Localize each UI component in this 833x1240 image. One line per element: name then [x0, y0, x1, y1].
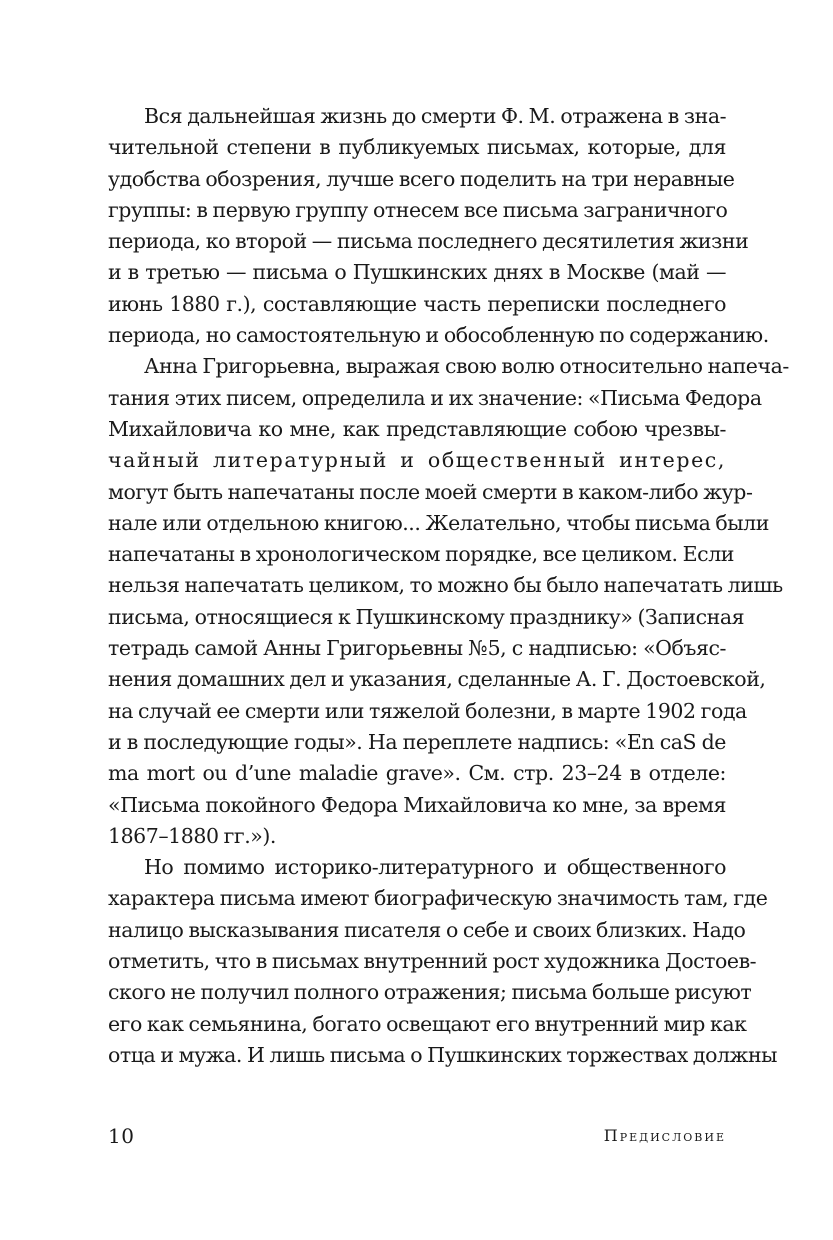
- text-line-01: Вся дальнейшая жизнь до смерти Ф. М. отражена в зна-: [144, 104, 727, 128]
- text-line-18: тетрадь самой Анны Григорьевны №5, с надписью: «Объяс-: [108, 636, 726, 661]
- text-line-04: группы: в первую группу отнесем все письма заграничного: [108, 197, 728, 222]
- text-line-09: Анна Григорьевна, выражая свою волю относительно напеча-: [144, 354, 789, 379]
- text-line-30: его как семьянина, богато освещают его внутренний мир как: [108, 1011, 747, 1036]
- text-line-25: Но помимо историко-литературного и общественного: [144, 855, 726, 880]
- text-line-11: Михайловича ко мне, как представляющие собою чрезвы-: [108, 416, 726, 441]
- text-line-27: налицо высказывания писателя о себе и своих близких. Надо: [108, 917, 746, 942]
- text-line-22: ma mort ou d’une maladie grave». См. стр. 23–24 в отделе:: [108, 761, 726, 786]
- text-line-15: напечатаны в хронологическом порядке, все целиком. Если: [108, 542, 735, 567]
- text-line-12: чайный литературный и общественный интерес,: [108, 448, 726, 473]
- text-line-24: 1867–1880 гг.»).: [108, 823, 276, 848]
- text-line-21: и в последующие годы». На переплете надпись: «En caS de: [108, 729, 726, 754]
- text-line-23: «Письма покойного Федора Михайловича ко мне, за время: [108, 792, 726, 817]
- text-line-14: нале или отдельною книгою... Желательно, чтобы письма были: [108, 510, 769, 535]
- text-line-28: отметить, что в письмах внутренний рост художника Достоев-: [108, 949, 757, 974]
- text-line-08: периода, но самостоятельную и обособленную по содержанию.: [108, 323, 769, 348]
- text-line-02: чительной степени в публикуемых письмах, которые, для: [108, 135, 726, 160]
- text-line-03: удобства обозрения, лучше всего поделить на три неравные: [108, 166, 735, 191]
- running-head: Предисловие: [603, 1126, 726, 1145]
- text-line-31: отца и мужа. И лишь письма о Пушкинских торжествах должны: [108, 1042, 778, 1067]
- text-line-26: характера письма имеют биографическую значимость там, где: [108, 886, 768, 911]
- text-line-16: нельзя напечатать целиком, то можно бы было напечатать лишь: [108, 573, 783, 598]
- text-line-13: могут быть напечатаны после моей смерти в каком-либо жур-: [108, 479, 753, 504]
- text-line-20: на случай ее смерти или тяжелой болезни, в марте 1902 года: [108, 698, 747, 723]
- text-line-06: и в третью — письма о Пушкинских днях в Москве (май —: [108, 260, 726, 285]
- text-line-07: июнь 1880 г.), составляющие часть переписки последнего: [108, 291, 726, 316]
- text-line-19: нения домашних дел и указания, сделанные А. Г. Достоевской,: [108, 667, 766, 692]
- page-footer: [108, 1124, 726, 1154]
- page-number: 10: [108, 1124, 135, 1148]
- text-line-05: периода, ко второй — письма последнего десятилетия жизни: [108, 229, 749, 254]
- text-line-10: тания этих писем, определила и их значение: «Письма Федора: [108, 385, 762, 410]
- body-text: [108, 101, 789, 1071]
- text-line-17: письма, относящиеся к Пушкинскому празднику» (Записная: [108, 604, 745, 629]
- text-line-29: ского не получил полного отражения; письма больше рисуют: [108, 980, 752, 1005]
